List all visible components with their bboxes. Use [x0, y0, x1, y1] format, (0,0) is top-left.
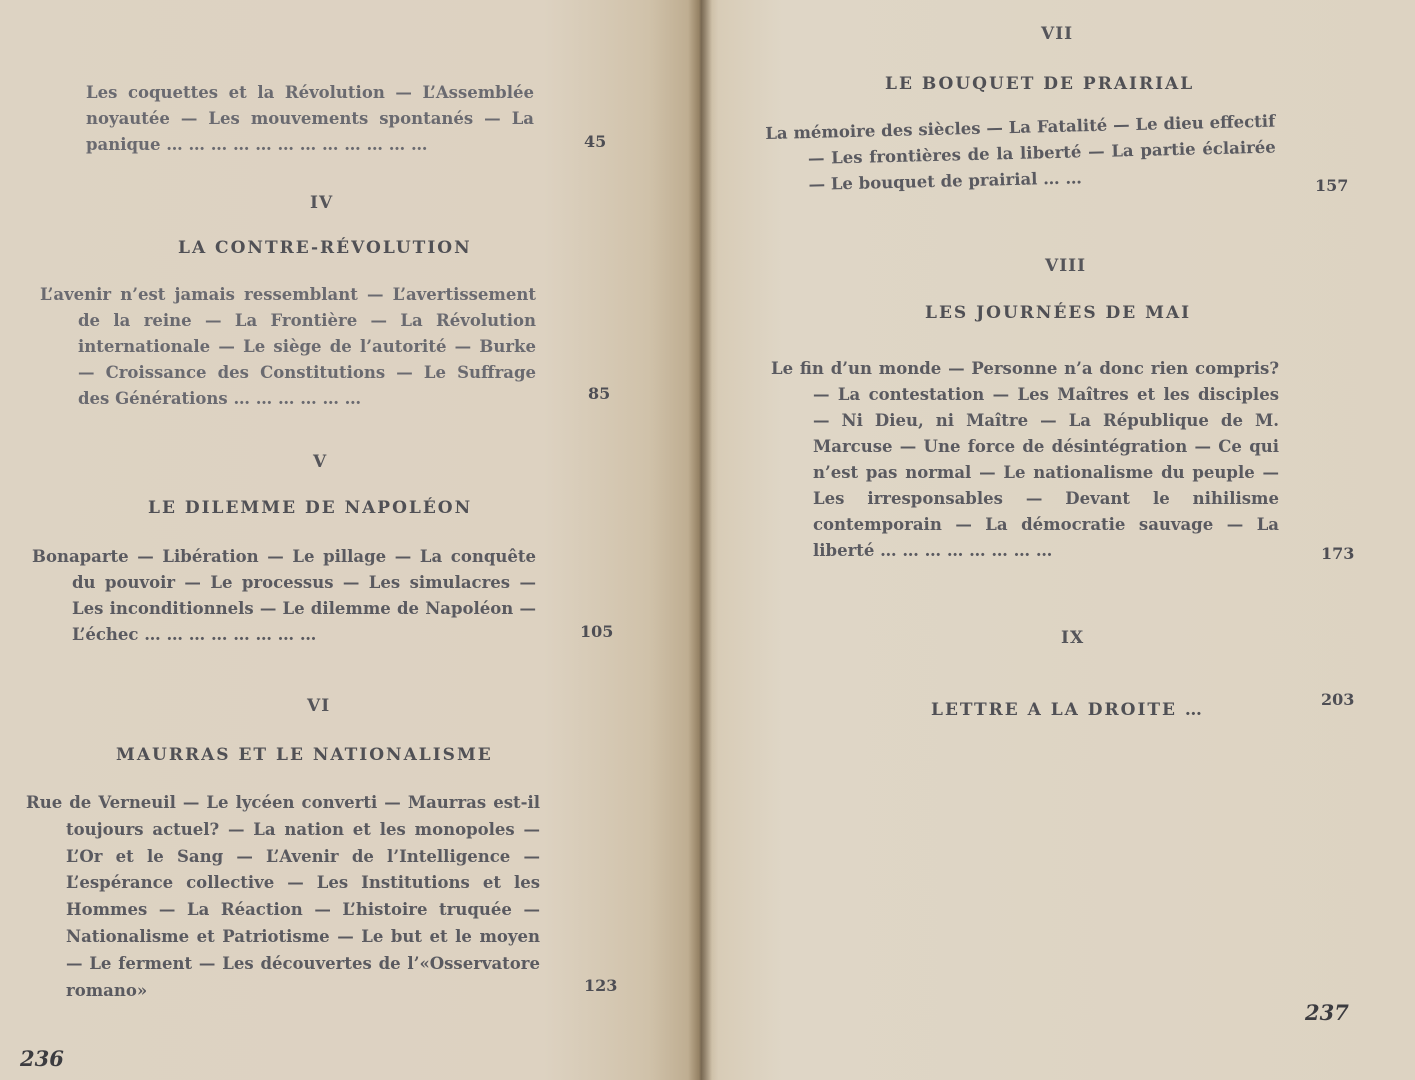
book-gutter [688, 0, 712, 1080]
chapter-v-summary: Bonaparte — Libération — Le pillage — La conquête du pouvoir — Le processus — Les simulacres — Les inconditionnels — Le dilemme de Napoléon — L’échec … … … … … … … … [32, 547, 536, 644]
chapter-iv-numeral: IV [310, 193, 334, 213]
chapter-iv-page-number: 85 [588, 384, 611, 403]
chapter-vi-page-number: 123 [584, 976, 618, 995]
chapter-v-title: LE DILEMME DE NAPOLÉON [148, 498, 473, 518]
left-page [0, 0, 697, 1080]
chapter-viii-title: LES JOURNÉES DE MAI [925, 303, 1192, 323]
chapter-iv-summary: L’avenir n’est jamais ressemblant — L’avertissement de la reine — La Frontière — La Révolution internationale — Le siège de l’autorité — Burke — Croissance des Constitutions — Le Suffrage des Générations … … … … … … [40, 285, 536, 408]
chapter-ix-page-number: 203 [1321, 690, 1355, 709]
chapter-vii-numeral: VII [1041, 24, 1074, 44]
chapter-vi-title: MAURRAS ET LE NATIONALISME [116, 745, 493, 765]
chapter-iv-title: LA CONTRE-RÉVOLUTION [178, 238, 472, 258]
chapter-ix-numeral: IX [1061, 628, 1085, 648]
page-number-left: 236 [20, 1046, 64, 1071]
chapter-ix-title: LETTRE A LA DROITE … [931, 700, 1204, 720]
chapter-viii-summary: Le fin d’un monde — Personne n’a donc rien compris? — La contestation — Les Maîtres et les disciples — Ni Dieu, ni Maître — La République de M. Marcuse — Une force de désintégration — Ce qui n’est pas normal — Le nationalisme du peuple — Les irresponsables — Devant le nihilisme contemporain — La démocratie sauvage — La liberté … … … … … … … … [771, 359, 1279, 560]
chapter-v-page-number: 105 [580, 622, 614, 641]
right-page [697, 0, 1415, 1080]
chapter-vii-title: LE BOUQUET DE PRAIRIAL [885, 74, 1195, 94]
chapter-vi-numeral: VI [307, 696, 331, 716]
page-number-right: 237 [1305, 1000, 1349, 1025]
chapter-viii-numeral: VIII [1045, 256, 1087, 276]
chapter-vii-summary: La mémoire des siècles — La Fatalité — Le dieu effectif — Les frontières de la liberté — La partie éclairée — Le bouquet de prairial … … [765, 111, 1277, 194]
chapter-iii-summary: Les coquettes et la Révolution — L’Assemblée noyautée — Les mouvements spontanés — La panique … … … … … … … … … … … … [86, 83, 534, 154]
chapter-vi-summary: Rue de Verneuil — Le lycéen converti — Maurras est-il toujours actuel? — La nation et les monopoles — L’Or et le Sang — L’Avenir de l’Intelligence — L’espérance collective — Les Institutions et les Hommes — La Réaction — L’histoire truquée — Nationalisme et Patriotisme — Le but et le moyen — Le ferment — Les découvertes de l’«Osservatore romano» [26, 793, 540, 1000]
chapter-viii-page-number: 173 [1321, 544, 1355, 563]
chapter-iii-page-number: 45 [584, 132, 607, 151]
chapter-vii-page-number: 157 [1315, 176, 1349, 195]
chapter-v-numeral: V [313, 452, 328, 472]
